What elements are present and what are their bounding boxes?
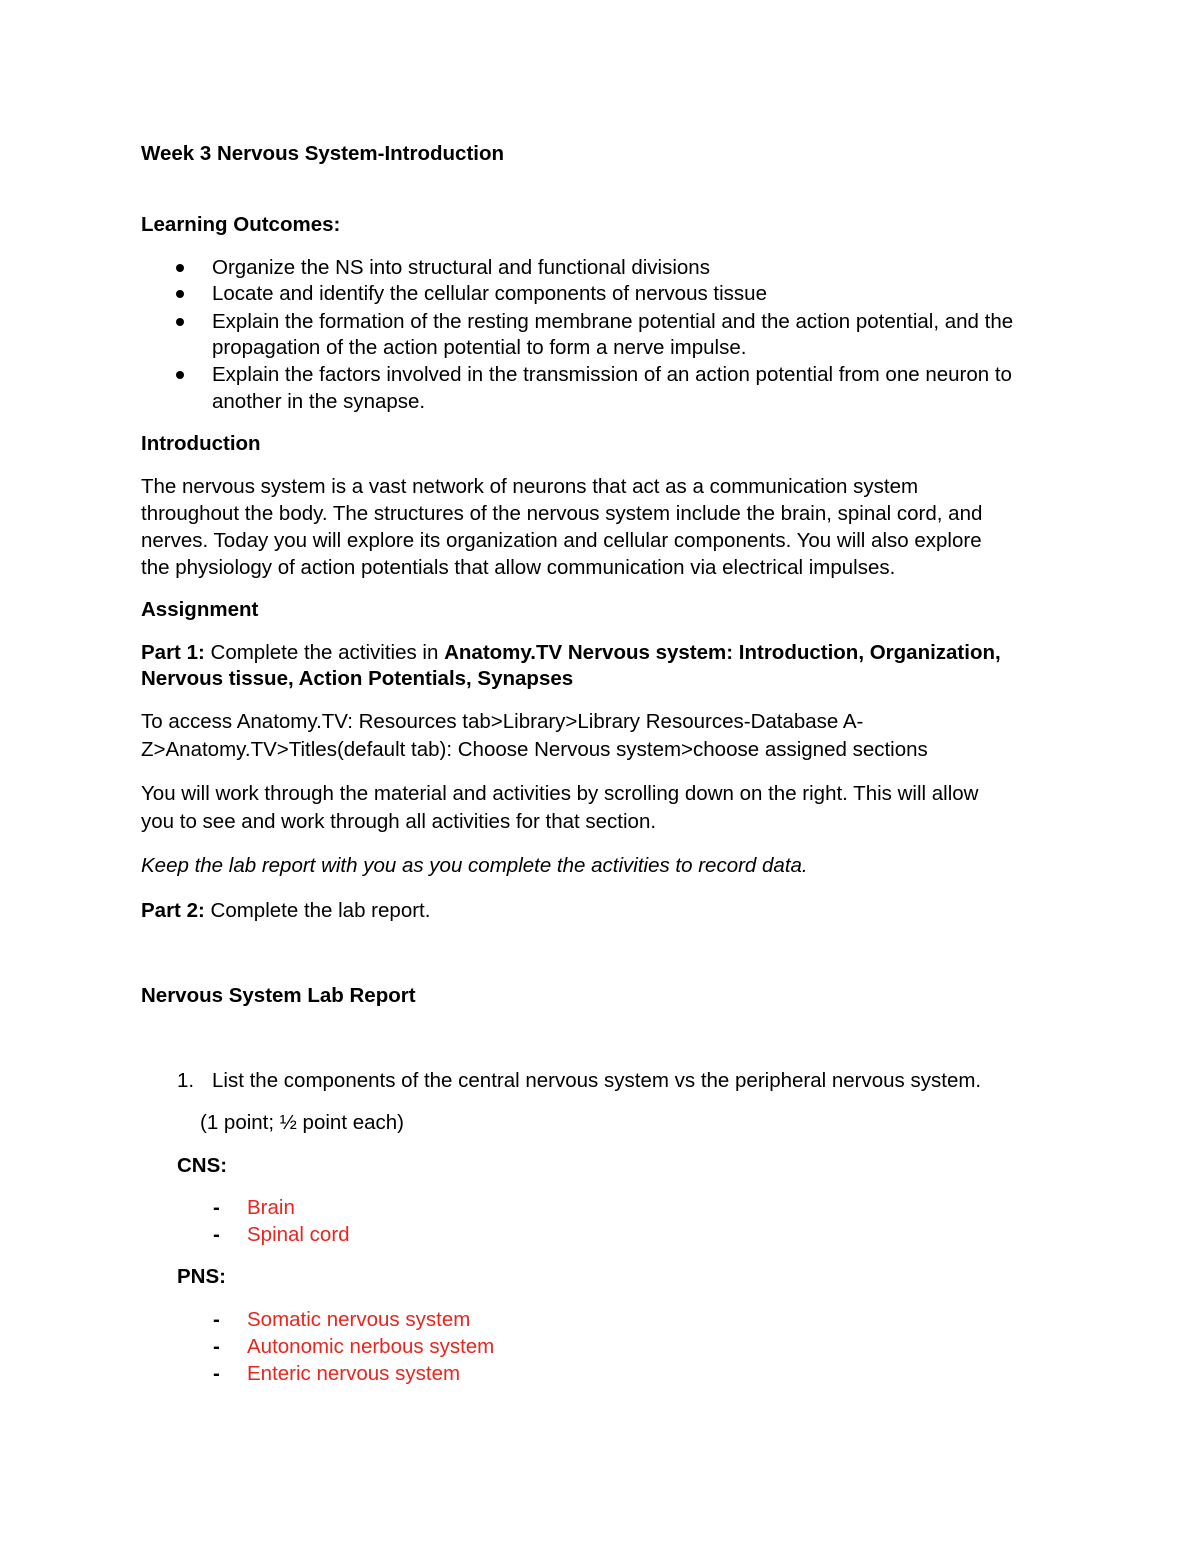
introduction-line: throughout the body. The structures of the nervous system include the brain, spinal cord, and [141, 502, 983, 525]
introduction-heading: Introduction [141, 432, 261, 455]
outcome-item: Locate and identify the cellular components of nervous tissue [212, 282, 767, 305]
access-instructions-line: Z>Anatomy.TV>Titles(default tab): Choose Nervous system>choose assigned sections [141, 738, 928, 761]
part1-text: Complete the activities in [204, 641, 445, 664]
outcome-item: Organize the NS into structural and functional divisions [212, 256, 710, 279]
learning-outcomes-heading: Learning Outcomes: [141, 213, 341, 236]
question-number: 1. [177, 1069, 195, 1092]
part1-line [141, 643, 1001, 664]
dash-icon: - [213, 1362, 220, 1385]
pns-label: PNS: [177, 1265, 226, 1288]
introduction-line: nerves. Today you will explore its organization and cellular components. You will also explore [141, 529, 982, 552]
assignment-heading: Assignment [141, 598, 259, 621]
dash-icon: - [213, 1335, 220, 1358]
pns-answer-item: Enteric nervous system [247, 1362, 461, 1385]
work-instructions-line: you to see and work through all activities for that section. [141, 810, 657, 833]
bullet-icon [176, 318, 184, 326]
outcome-item-continued: propagation of the action potential to form a nerve impulse. [212, 336, 747, 359]
pns-answer-item: Somatic nervous system [247, 1308, 471, 1331]
part1-resource-title: Anatomy.TV Nervous system: Introduction, Organization, [444, 641, 1001, 664]
introduction-line: The nervous system is a vast network of neurons that act as a communication system [141, 475, 919, 498]
outcome-item-continued: another in the synapse. [212, 390, 426, 413]
part2-text: Complete the lab report. [204, 899, 431, 922]
part1-label: Part 1: [141, 641, 205, 664]
part2-label: Part 2: [141, 899, 205, 922]
page-title: Week 3 Nervous System-Introduction [141, 142, 505, 165]
access-instructions-line: To access Anatomy.TV: Resources tab>Library>Library Resources-Database A- [141, 710, 864, 733]
question-points: (1 point; ½ point each) [200, 1111, 404, 1134]
cns-answer-item: Spinal cord [247, 1223, 350, 1246]
work-instructions-line: You will work through the material and activities by scrolling down on the right. This will allow [141, 782, 979, 805]
lab-report-heading: Nervous System Lab Report [141, 984, 416, 1007]
bullet-icon [176, 264, 184, 272]
introduction-line: the physiology of action potentials that allow communication via electrical impulses. [141, 556, 896, 579]
dash-icon: - [213, 1308, 220, 1331]
question-text: List the components of the central nervous system vs the peripheral nervous system. [212, 1069, 982, 1092]
part2-line [141, 901, 430, 922]
cns-answer-item: Brain [247, 1196, 295, 1219]
part1-resource-title-continued: Nervous tissue, Action Potentials, Synapses [141, 667, 574, 690]
dash-icon: - [213, 1196, 220, 1219]
outcome-item: Explain the formation of the resting membrane potential and the action potential, and the [212, 310, 1014, 333]
bullet-icon [176, 371, 184, 379]
bullet-icon [176, 290, 184, 298]
dash-icon: - [213, 1223, 220, 1246]
outcome-item: Explain the factors involved in the transmission of an action potential from one neuron to [212, 363, 1012, 386]
cns-label: CNS: [177, 1154, 228, 1177]
pns-answer-item: Autonomic nerbous system [247, 1335, 495, 1358]
keep-report-note: Keep the lab report with you as you complete the activities to record data. [141, 854, 808, 877]
